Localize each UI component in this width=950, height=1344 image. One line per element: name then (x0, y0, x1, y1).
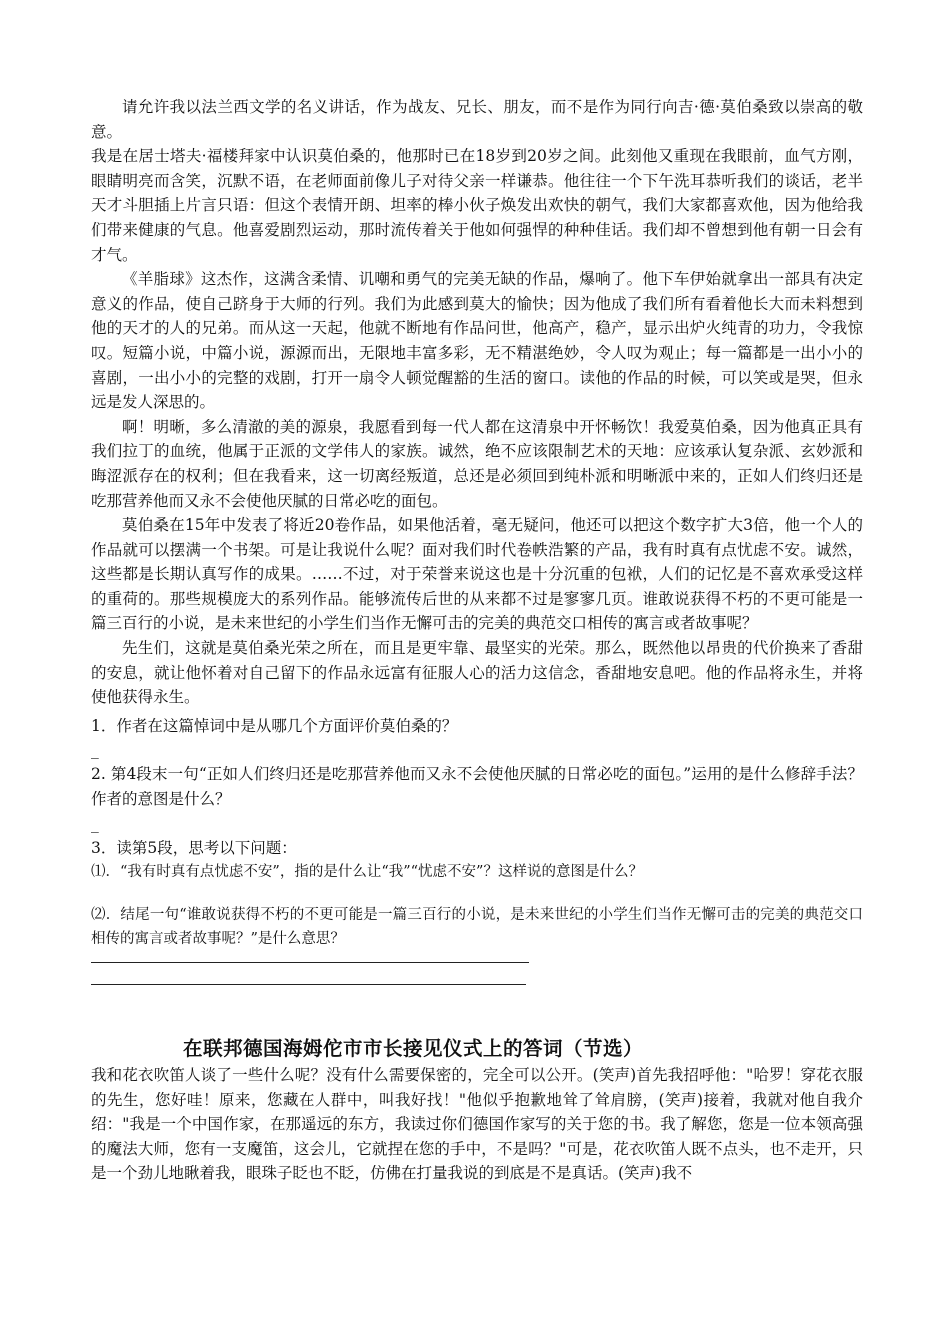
section-title: 在联邦德国海姆佗市市长接见仪式上的答词（节选） (183, 1037, 644, 1060)
question-2: 2. 第4段末一句“正如人们终归还是吃那营养他而又永不会使他厌腻的日常必吃的面包。”运用的是什么修辞手法？作者的意图是什么？ (91, 765, 863, 809)
answer-blank-1[interactable]: _ (91, 741, 99, 760)
paragraph-2: 我是在居士塔夫·福楼拜家中认识莫伯桑的，他那时已在18岁到20岁之间。此刻他又重现在我眼前，血气方刚，眼睛明亮而含笑，沉默不语，在老师面前像儿子对待父亲一样谦恭。他往往一个下午洗耳恭听我们的谈话，老半天才斗胆插上片言只语：但这个表情开朗、坦率的棒小伙子焕发出欢快的朝气，我们大家都喜欢他，因为他给我们带来健康的气息。他喜爱剧烈运动，那时流传着关于他如何强悍的种种佳话。我们却不曾想到他有朝一日会有才气。 (91, 147, 863, 264)
document-page (91, 95, 863, 1186)
paragraph-4: 啊！明晰，多么清澈的美的源泉，我愿看到每一代人都在这清泉中开怀畅饮！我爱莫伯桑，因为他真正具有我们拉丁的血统，他属于正派的文学伟人的家族。诚然，绝不应该限制艺术的天地：应该承认复杂派、玄妙派和晦涩派存在的权利；但在我看来，这一切离经叛道，总还是必须回到纯朴派和明晰派中来的，正如人们终归还是吃那营养他而又永不会使他厌腻的日常必吃的面包。 (91, 417, 863, 510)
question-3-part-1: ⑴．“我有时真有点忧虑不安”，指的是什么让“我”“忧虑不安”？这样说的意图是什么？ (91, 864, 643, 881)
question-1: 1．作者在这篇悼词中是从哪几个方面评价莫伯桑的？ (91, 716, 458, 735)
answer-blank-2[interactable]: _ (91, 814, 99, 833)
question-3-part-2: ⑵．结尾一句“谁敢说获得不朽的不更可能是一篇三百行的小说，是未来世纪的小学生们当作无懈可击的完美的典范交口相传的寓言或者故事呢？”是什么意思？ (91, 906, 863, 948)
paragraph-6: 先生们，这就是莫伯桑光荣之所在，而且是更牢靠、最坚实的光荣。那么，既然他以昂贵的代价换来了香甜的安息，就让他怀着对自己留下的作品永远富有征服人心的活力这信念，香甜地安息吧。他的作品将永生，并将使他获得永生。 (91, 639, 863, 707)
paragraph-1: 请允许我以法兰西文学的名义讲话，作为战友、兄长、朋友，而不是作为同行向吉·德·莫伯桑致以崇高的敬意。 (91, 98, 863, 141)
spacer (91, 885, 863, 903)
question-3: 3．读第5段，思考以下问题： (91, 838, 297, 857)
paragraph-3: 《羊脂球》这杰作，这满含柔情、讥嘲和勇气的完美无缺的作品，爆响了。他下车伊始就拿出一部具有决定意义的作品，使自己跻身于大师的行列。我们为此感到莫大的愉快；因为他成了我们所有看着他长大而未料想到他的天才的人的兄弟。而从这一天起，他就不断地有作品问世，他高产，稳产，显示出炉火纯青的功力，令我惊叹。短篇小说，中篇小说，源源而出，无限地丰富多彩，无不精湛绝妙，令人叹为观止；每一篇都是一出小小的喜剧，一出小小的完整的戏剧，打开一扇令人顿觉醒豁的生活的窗口。读他的作品的时候，可以笑或是哭，但永远是发人深思的。 (91, 270, 863, 412)
answer-line[interactable] (91, 962, 529, 963)
paragraph-7: 我和花衣吹笛人谈了一些什么呢？没有什么需要保密的，完全可以公开。(笑声)首先我招呼他："哈罗！穿花衣服的先生，您好哇！原来，您藏在人群中，叫我好找！"他似乎抱歉地耸了耸肩膀，(笑声)接着，我就对他自我介绍："我是一个中国作家，在那遥远的东方，我读过你们德国作家写的关于您的书。我了解您，您是一位本领高强的魔法大师，您有一支魔笛，这会儿，它就捏在您的手中，不是吗？"可是，花衣吹笛人既不点头，也不走开，只是一个劲儿地瞅着我，眼珠子眨也不眨，仿佛在打量我说的到底是不是真话。(笑声)我不 (91, 1066, 863, 1183)
paragraph-5: 莫伯桑在15年中发表了将近20卷作品，如果他活着，毫无疑问，他还可以把这个数字扩大3倍，他一个人的作品就可以摆满一个书架。可是让我说什么呢？面对我们时代卷帙浩繁的产品，我有时真有点忧虑不安。诚然，这些都是长期认真写作的成果。……不过，对于荣誉来说这也是十分沉重的包袱，人们的记忆是不喜欢承受这样的重荷的。那些规模庞大的系列作品。能够流传后世的从来都不过是寥寥几页。谁敢说获得不朽的不更可能是一篇三百行的小说，是未来世纪的小学生们当作无懈可击的完美的典范交口相传的寓言或者故事呢？ (91, 516, 863, 633)
answer-line[interactable] (91, 984, 526, 985)
